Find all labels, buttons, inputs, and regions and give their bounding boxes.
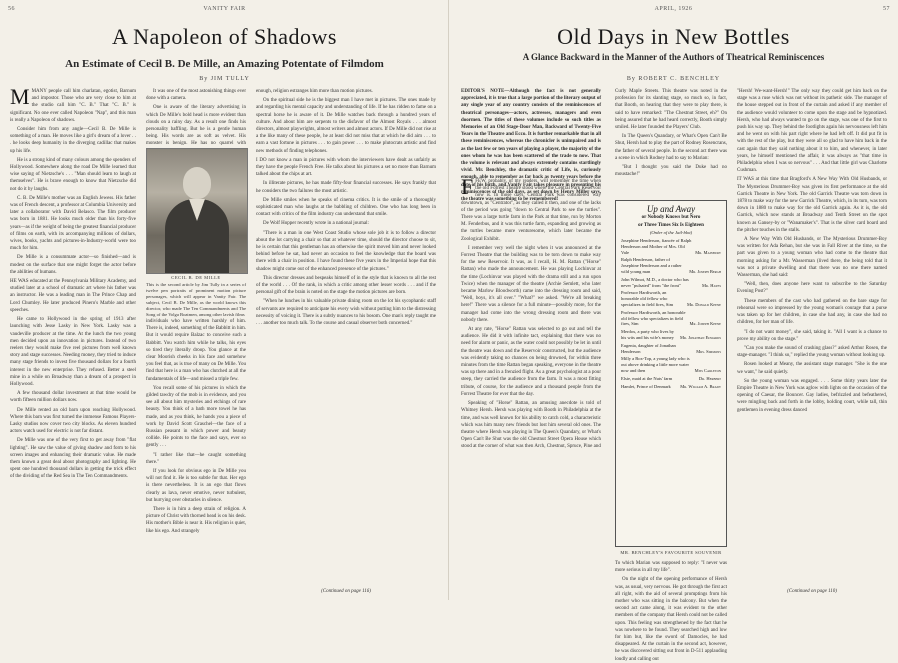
left-folio: 56 xyxy=(8,6,15,12)
paragraph: De Mille smiles when he speaks of cinema critics. It is the smile of a thoroughly sophisticated man who laughs at the babbling of children. One who has long been in contact with critics of the film industry can understand that smile. xyxy=(256,197,436,218)
paragraph: HE WAS educated at the Pennsylvania Military Academy, and studied later at a school of dramatic art where his father was an instructor. He was a leading man in The Prince Chap and Lord Chumley. He later produced Pinero's Marble and other speeches. xyxy=(10,279,136,313)
paragraph: "I do not want money", she said, taking it. "All I want is a chance to prove my ability on the stage." xyxy=(737,329,887,342)
cast-entry: John Wilmot, M.D., a doctor who has never "pulsated" from "the front" Mr. Hayes xyxy=(621,276,721,288)
photo-caption-title: CECIL B. DE MILLE xyxy=(171,275,221,280)
paragraph: Speaking of "Horse" Rattan, an amusing anecdote is told of Whitney Hersh. Hersh was playing with Booth in Philadelphia at the time, and was well known for his ability to catch cold, a characteristic which was him many new friends but lost him several old ones. The theatre where Hersh was playing in The Queen's Quandary, or What's Open Can't Be Shut was the old Chestnut Street Opera House which stood at the corner of what was then Arch, Chestnut, Spruce, Pine and xyxy=(461,401,601,450)
cast-entry: Ralph Henderson, father of Josephine Henderson and a rather wild young man Mr. Joseph Bergh xyxy=(621,257,721,274)
paragraph: If you look for obvious ego in De Mille you will not find it. He is too subtle for that. Her ego is there nevertheless. It is an ego that flows clearly as lava, never emotive, never turbulent, but hurrying over obstacles in silence. xyxy=(146,469,246,503)
cast-entry: Hamlet, Prince of Denmark Mr. William A. Brady xyxy=(621,383,721,389)
portrait-photo xyxy=(146,148,248,274)
paragraph: "But I thought you said the Duke had no moustache!" xyxy=(615,165,727,178)
article-subtitle-2: A Glance Backward in the Manner of the Authors of Theatrical Reminiscences xyxy=(522,52,825,62)
program-note: (Order of the Jail-blot) xyxy=(649,230,693,235)
paragraph: At any rate, "Horse" Rattan was selected to go out and tell the audience. He did it with infinite tact, explaining that there was no need for alarm or panic, as the water could not possibly be let in until the theatre was down and the Reservoir constructed, but the audience was evidently taking no chances on being drowned, for within three minutes from the time Rattan began speaking, everyone in the theatre was up there and in a frenzied flight. As a great psychologist at a pour steep, they carried the audience from the farm. It was a most fitting tribute, of course, for the audience and a thousand people from the Forrest Theatre for ever that the day. xyxy=(461,327,601,397)
article-title: A Napoleon of Shadows xyxy=(112,24,337,49)
paragraph: De Wolf Hopper recently wrote in a national journal: xyxy=(263,221,369,227)
paragraph: "When he lunches in his valuable private dining room on the lot his sycophantic staff of servants are required to anticipate his every wish without putting him to the distressing necessity of voicing it. There is a subtly nuances to his bosom. One man's reply taught me . . . another too much talk. To the course and casual observer both concerned." xyxy=(256,299,436,327)
cast-entry: Professor Hardtworth, an honorable old fellow who specializes in field fires, Sim Mr. Joseph Keene xyxy=(621,309,721,327)
right-column-2-bottom xyxy=(615,560,727,662)
paragraph: IT WAS at this time that Bragford's A New Way With Old Husbands, or The Mysterious Drummer-Boy was given its first performance at the old Garrick Theatre in New York. The old Garrick Theatre was torn down in 1878 to make way for the new Garrick Theatre, which, in its turn, was torn down in 1880 to make way for the old Garrick again. As it is, the old Garrick, which now stands at Broadway and Tenth Street on the spot known as Gansey-by or "Wanamaker's". That is the silver card board and the pitcher touches in the stalls. xyxy=(737,177,887,233)
right-column-3 xyxy=(737,88,887,584)
cast-entry: Josephine Henderson, fiancée of Ralph Henderson and Mother of Mrs. Old Vale Mr. Mainbury xyxy=(621,238,721,255)
paragraph: De Mille rented an old barn upon reaching Hollywood. Where this barn was first turned the immense Famous Players-Lasky studios now cover two city blocks. As eleven hundred actors watch used for electric is not far distant. xyxy=(10,407,136,435)
program-title: Up and Away xyxy=(646,204,696,214)
left-column-2-bottom xyxy=(146,318,246,593)
article-title-2: Old Days in New Bottles xyxy=(557,24,790,49)
paragraph: enough, religion estranges him more than motion pictures. xyxy=(256,89,373,94)
cast-entry: Eugenia, daughter of Jonathan Henderson Mrs. Simmons xyxy=(621,342,721,354)
paragraph: On the night of the opening performance of Hersh was, as usual, very nervous. He got through the first act all right, with the aid of several promptings from his mother who was sitting in the balcony. But when the second act came along, it was evident to the other members of the company that Hersh could not be called upon. This feeling was strengthened by the fact that he was nowhere to be found. They searched high and low for him but, like the sword of Damocles, he had disappeared. At the curtain in the second act, however, he was discovered sitting out front in D-511 applauding loudly and calling out xyxy=(615,577,727,662)
paragraph: "There is a man in one West Coast Studio whose sole job it is to follow a director about the lot carrying a chair so that at whatever time, should the director choose to sit, he is certain that this gentleman has an otherwise the spirit moved him and never looked behind before he sat, had never an occasion to feel the knowledge that the board was there with a chair in position. I have found these five years in the Imperial hope that this shadow might come out of the enhanced presence of the pictures." xyxy=(256,230,436,272)
paragraph: De Mille was one of the very first to get away from "flat lighting". He saw the value of giving shadow and form to his screen images and enhancing their dramatic value. He made them known a great deal about photography and lighting. He spent one hundred thousand dollars in getting the trick effect of the dividing of the Red Sea in The Ten Commandments. xyxy=(10,438,136,480)
editors-note-text: EDITOR'S NOTE—Although the fact is not generally appreciated, it is true that a large portion of the literary output of any single year of any country consists of the reminiscences of theatrical personages—actors, actresses, managers and even doormen. The titles of these volumes include so such titles as Memories of an Old Stage-Door Man, Backward of Twenty-Five Years in the Theatre and Ecco. It is further remarkable that in all these reminiscences, whereas the chronicler is unimpaired and is as the last few or ten years of playing a player, the majority of the ones whom he was has been scattered of the trade to now. That the volume is relevant and always extremely contains startlingly vivid. Mr. Benchley, the dramatic critic of Life, is, curiously enough, able to remember as far back as twenty years before the date of his birth, and Vanity Fair takes pleasure in presenting his reminiscences of the old days, as set down by Henry Miller says, the theatre was something to be remembered! xyxy=(461,89,601,203)
paragraph: These members of the cast who had gathered on the bare stage for rehearsal were so impressed by the young woman's courage that a purse was taken up for her children, in case she had any, in case she had no children, for her man of life. xyxy=(737,298,887,326)
right-continued-note: (Continued on page 110) xyxy=(787,589,837,594)
right-folio: 57 xyxy=(883,6,890,12)
paragraph: C. B. De Mille's mother was an English Jewess. His father was of French descent, a professor at Columbia University and later a collaborator with David Belasco. The film producer was born in 1881. He looks much older than his forty-five years—as if the weight of being the greatest financial producer of films on earth, with its accompanying millions of dollars, wives, books, yachts and pictures-in-Industry-world were too much for him. xyxy=(10,195,136,252)
left-continued-note: (Continued on page 116) xyxy=(321,589,371,594)
paragraph: You recall some of his pictures in which the gilded tawdry of the mob is in evidence, and you see all about him mysteries and etchings of rare beauty. You think of a bath more towel he has made, and as you think, he hands you a piece of work by David Scott Graschel—the face of a Russian peasant in which power and beauty collide. He points to the face and says, ever so gently . . . xyxy=(146,385,246,449)
cast-list xyxy=(616,238,726,389)
paragraph: In illiterate pictures, he has made fifty-four financial successes. He says frankly that he considers the two failures the most artistic. xyxy=(256,181,436,194)
paragraph: So the young woman was engaged. . . . Some thirty years later the Empire Theatre in New York was aglow with lights on the occasion of the opening of Caesar, the Bouncer. Gay ladies, befrizzled and befeathered, were mingling back and forth in the lobby, holding court, while tall, thin gentlemen in evening dress danced xyxy=(737,378,887,413)
article-byline: By JIM TULLY xyxy=(199,76,250,82)
paragraph: He is a strong kind of many colours among the spenders of Hollywood. Somewhere along the road De Mille learned that wise saying of Nietzsche's . . . "Man should learn to laugh at themselves". He is brave enough to know that Nietzsche did not do it by laughs. xyxy=(10,157,136,192)
photo-caption-text: This is the second article by Jim Tully in a series of twelve pen portraits of prominent motion picture personages, which will appear in Vanity Fair. The subject, Cecil B. De Mille, as the world knows this director, who made The Ten Commandments and The Song of the Volga Boatmen, among other lavish films xyxy=(146,282,246,317)
article-subtitle: An Estimate of Cecil B. De Mille, an Amazing Potentate of Filmdom xyxy=(65,58,384,70)
left-running-head: VANITY FAIR xyxy=(203,6,246,12)
cast-entry: Merdox, a party who lives by his wits and his wife's money Mr. Jonathan Edwards xyxy=(621,329,721,340)
left-column-2-top xyxy=(146,88,246,146)
paragraph: Curly Maple Streets. This theatre was noted in the profession for its slanting stage, so much so, in fact, that Booth, on hearing that they were to play there, is said to have remarked: "The Chestnut Street, eh?" On being assured that he had heard correctly, Booth simply smiled. He later founded the Players' Club. xyxy=(615,89,727,131)
paragraph: "Well, then, does anyone here want to subscribe to the Saturday Evening Post?" xyxy=(737,282,887,295)
photo-caption xyxy=(146,275,246,318)
right-column-2-top xyxy=(615,88,727,194)
cast-entry: Elsie, maid at the Nuts' farm Dr. Herbert xyxy=(621,375,721,381)
paragraph: There is in him a deep strain of religion. A picture of Christ with thorned head is on his desk. His mother's Bible is near it. His religion is quiet, like his ego. And strangely xyxy=(146,507,246,534)
paragraph: I DO not know a man in pictures with whom the interviewers have dealt as unfairly as they have the people French Free. He talks about his pictures a set no more than Barnum talked about the chips at art. xyxy=(256,157,436,178)
article-byline-2: By ROBERT C. BENCHLEY xyxy=(626,76,721,82)
program-subtitle-1: or Nobody Knows but Nero xyxy=(641,215,701,220)
paragraph: I remember very well the night when it was announced at the Forrest Theatre that the building was to be torn down to make way for the new Reservoir. It was, as I recall, H. M. Rattan ("Horse" Rattan) who made the announcement. He was playing Lochinvar at the time (Lochinvar was played with the drama still and a run upon Twice) when the manager of the theatre (Archie Semlett, who later became Marlow Bloodworth) came into the dressing room and said, "Well, boys, it's all over." "What?" we asked. "We're all breaking here!" There was a silence for a full minute—possibly more, for the manager had come into the wrong dressing room and there was nobody there. xyxy=(461,245,601,323)
editors-note xyxy=(461,88,601,203)
paragraph: Consider him from any angle—Cecil B. De Mille is something of a man. He moves like a girl's dream of a lover . . . he looks deep humanity in the diverging cadillac that makes up his life. xyxy=(10,127,136,154)
right-column-1 xyxy=(461,174,601,586)
left-page xyxy=(0,0,449,600)
left-column-3 xyxy=(256,88,436,584)
program-subtitle-2: or Three Times Six Is Eighteen xyxy=(638,222,704,228)
paragraph: One is aware of the literary advertising in which De Mille's bold head is more evident than clouds on a rainy day. As a result one finds his personality baffling. But he is a gentle human being. His words are as soft as velvet. His monster is benign. He has no quarrel with xyxy=(146,105,246,147)
paragraph: Rosen looked at Meany, the assistant stage manager. "She is the one we want," he said quietly. xyxy=(737,362,887,375)
paragraph: A New Way With Old Husbands, or The Mysterious Drummer-Boy was written for Ada Rehan, but she was in Fall River at the time, so the part was given to a young woman who had come to the theatre that morning asking for a Mr. Wasserman (lived there, the being told that it was not a private dwelling and that there was no one there named Wasserman, she had said: xyxy=(737,237,887,279)
paragraph: "I rather like that—he caught something there." xyxy=(146,452,246,465)
portrait-head xyxy=(183,167,211,199)
paragraph: A few thousand dollar investment at that time would be worth fifteen million dollars now. xyxy=(10,391,136,404)
right-running-head: APRIL, 1926 xyxy=(654,6,693,12)
souvenir-caption: MR. BENCHLEY'S FAVOURITE SOUVENIR xyxy=(620,550,722,555)
paragraph: De Mille is a consummate actor—so finished—and is modest on the surface that one might forget the actor before the abilities of humans. xyxy=(10,255,136,275)
paragraph: He came to Hollywood in the spring of 1913 after launching with Jesse Lasky in New York. Lasky was a vaudeville producer at the time. At the lunch the two young men decided upon an innovation in pictures. Instead of two reelers they would make five reel pictures from well known story and stage successes. Needing money, they tried to induce many stage friends to invest five thousand dollars for a fourth interest in the new enterprise. They refused. Better a steel mine in a while on Broadway than a dream of a prospect in Hollywood. xyxy=(10,317,136,387)
souvenir-program-box xyxy=(615,200,727,547)
paragraph: "Can you make the sound of crashing glass?" asked Arthur Rosen, the stage-manager. "I think so," replied the young woman without looking up. xyxy=(737,345,887,359)
cast-entry: Milly a Box-Top, a young lady who is out above drinking a little more water now and then Miss Carleton xyxy=(621,356,721,373)
cast-entry: Professor Hardtworth, an honorable old fellow who specializes in field fires, Sim Mr. Donald Keene xyxy=(621,290,721,307)
paragraph: "Hersh! We-want-Hersh!" The only way they could get him back on the stage was a ruse which was not without its pathetic side. The manager of the house stepped out in front of the curtain and asked if any member of the audience would volunteer to come upon the stage and be hypnotized. Hersh, who had always wanted to go on the stage, was one of the first to push his way up. They behind the footlights again his nervousness left him and he went on with his part right where he had left off. It did put fit in with the rest of the play, but they were all so glad to have him back in the cast again that they said nothing about it to him, and whenever, in later years, he himself mentioned the affair, it was always as "that time in Philadelphia when I was so nervous" . . . And that little girl was Charlotte Cushman. xyxy=(737,89,887,174)
paragraph: individuals who have written harshly of him. There is, indeed, something of the Babbitt in him. But it would require Balzac to conceive such a Babbitt. You watch him while he talks, his eyes so tired they literally droop. You glance at the clear Moorish cheeks in his face and somehow you feel that, as is true of many on De Mille. You find that here is a man who has clutched at all the fundamentals of life—and missed a triple few. xyxy=(146,319,246,382)
paragraph: This director dresses and bespeaks himself of in the style that is known to all the rest of the world . . . Of the rank, in which a critic among other lesser words . . . and if the personal gift of the brain is noted on the stage the motion pictures are born. xyxy=(256,275,436,296)
paragraph: To which Marian was supposed to reply: "I never was more serious in all my life". xyxy=(615,561,727,574)
paragraph: In The Queen's Quandary, or What's Open Can't Be Shut, Hersh had to play the part of Rodney Rosencrans, the father of several people. In the second act there was a scene in which Rodney had to say to Marian: xyxy=(615,134,727,161)
left-column-1 xyxy=(10,84,136,593)
paragraph: MMANY people call him charlatan, egotist, Barnum and impostor. Those who are very close to him at the studio call him "C. B." That "C. B." is significant. No one ever called Napoleon "Nap", and this man is really a Napoleon of shadows. xyxy=(10,84,136,123)
paragraph: On the spiritual side he is the biggest man I have met in pictures. The ones made by and regarding his mental capacity and understanding of life. If he has ridden to fame on a spectral horse he is aware of it. De Mille watches back through a hundred years of culture. And about him are serpents to the disfavor of the Almost Royals . . . almost directors, almost playwrights, almost writers and almost actors. If De Mille did not rise at a the like many of these people, he at least did not miss that at which he did aim . . . to earn a vast fortune in pictures . . . to gain power . . . to make plutocrats artistic and find new methods of finding telephones. xyxy=(256,98,436,154)
paragraph: FFEW, probably, of my readers, will remember the time when the old Forrest Theatre stood where the Central Park Reservoir now is. In those days, Central Park was considered 'way downtown, as "Centrator", as they called it then, and one of the lacks of the period was going "down to Central Park to see the turtles". There was a large turtle farm in the Park at that time, run by Morton M. Fenderbus, and it was this turtle farm, expanding and growing as the turtles became more venturesome, which later became the Zoological Exhibit. xyxy=(461,174,601,242)
paragraph: It was one of the most astonishing things ever done with a camera. xyxy=(146,89,246,102)
